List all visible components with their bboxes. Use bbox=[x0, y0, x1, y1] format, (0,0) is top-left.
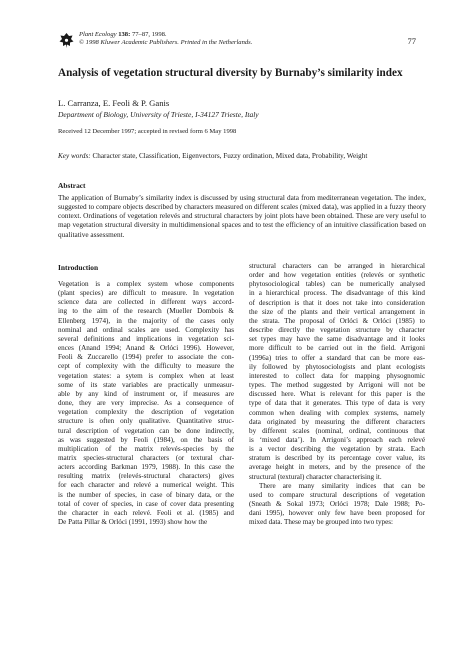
text-line: order and how vegetation entities (relevés or synthetic bbox=[249, 271, 425, 280]
text-line: used to compare structural descriptions of vegetation bbox=[249, 490, 425, 499]
journal-citation bbox=[79, 31, 252, 48]
text-line: by different scales (nominal, ordinal, continuous that bbox=[249, 426, 425, 435]
abstract-text: The application of Burnaby’s similarity index is discussed by using structural data from mediterranean vegetation. The index, suggested to compare objects described by characters measured on different scales (mixed data), was applied in a fuzzy theory context. Ordinations of vegetation relevés and structural characters by joint plots have been obtained. These are very useful to map vegetation structural diversity in multidimensional spaces and to test the efficiency of an intuitive classification based on qualitative assessment. bbox=[58, 194, 426, 239]
text-line: ing to the aim of the research (Mueller Dombois & bbox=[58, 307, 234, 316]
text-line: interested to collect data for mapping physognomic bbox=[249, 371, 425, 380]
text-line: some of its state variables are practically unmeasur- bbox=[58, 380, 234, 389]
text-line: resulting matrix (relevés-structural characters) gives bbox=[58, 472, 234, 481]
text-line: of description is that it does not take into consideration bbox=[249, 298, 425, 307]
text-line: total of cover of species, in case of cover data presenting bbox=[58, 499, 234, 508]
keywords-list: Character state, Classification, Eigenvectors, Fuzzy ordination, Mixed data, Probability, Weight bbox=[90, 152, 368, 160]
text-line: types. The method suggested by Arrigoni will not be bbox=[249, 381, 425, 390]
text-line: average height in meters, and by the presence of the bbox=[249, 463, 425, 472]
text-line: structural characters can be arranged in hierarchical bbox=[249, 262, 425, 270]
text-line: (plant species) are difficult to measure. In vegetation bbox=[58, 289, 234, 298]
text-line: vegetation states: a sytem is complex when at least bbox=[58, 371, 234, 380]
text-line: set types may have the same disadvantage and it looks bbox=[249, 335, 425, 344]
text-line: De Patta Pillar & Orlóci (1991, 1993) show how the bbox=[58, 518, 208, 527]
text-line: describe directly the vegetation structure by character bbox=[249, 326, 425, 335]
text-line: the strata. The proposal of Orlóci & Orlóci (1985) to bbox=[249, 316, 425, 325]
article-authors: L. Carranza, E. Feoli & P. Ganis bbox=[58, 98, 170, 108]
text-line: dani 1995), however only few have been proposed for bbox=[249, 509, 425, 518]
received-dates: Received 12 December 1997; accepted in revised form 6 May 1998 bbox=[58, 128, 237, 135]
text-line: is ‘mixed data’). In Arrigoni’s approach each relevé bbox=[249, 435, 425, 444]
journal-volume: 138: bbox=[118, 31, 131, 38]
text-line: matrix species-structural characters (or textural char- bbox=[58, 453, 234, 462]
text-line: is a vector describing the vegetation by strata. Each bbox=[249, 445, 425, 454]
article-title: Analysis of vegetation structural diversity by Burnaby’s similarity index bbox=[58, 67, 403, 79]
text-line: able by any kind of instrument or, if measures are bbox=[58, 389, 234, 398]
keywords-label: Key words: bbox=[58, 152, 91, 160]
copyright-line: © 1998 Kluwer Academic Publishers. Printed in the Netherlands. bbox=[79, 39, 253, 47]
text-line: nominal and ordinal scales are used. Complexity has bbox=[58, 325, 234, 334]
text-line: type of data that it generates. This type of data is very bbox=[249, 399, 425, 408]
journal-pages-year: 77–87, 1998. bbox=[130, 31, 167, 38]
text-line: phytosociological tables) can be numerically analysed bbox=[249, 280, 425, 289]
abstract-heading: Abstract bbox=[58, 181, 86, 190]
text-line: the character in each relevé. Feoli et al. (1985) and bbox=[58, 508, 234, 517]
text-line: several definitions and implications in vegetation sci- bbox=[58, 334, 234, 343]
text-line: stratum is described by its percentage cover value, its bbox=[249, 454, 425, 463]
text-line: in a hierarchical process. The disadvantage of this kind bbox=[249, 289, 425, 298]
text-line: for each character and relevé a numerical weight. This bbox=[58, 481, 234, 490]
text-line: ences (Anand 1994; Anand & Orlóci 1996). However, bbox=[58, 344, 234, 353]
publisher-logo-icon bbox=[59, 32, 74, 49]
text-line: is the number of species, in case of binary data, or the bbox=[58, 490, 234, 499]
text-line: cept of complexity with the difficulty to measure the bbox=[58, 362, 234, 371]
text-line: vegetation complexity the description of vegetation bbox=[58, 408, 234, 417]
page-number: 77 bbox=[407, 36, 416, 46]
introduction-right-column bbox=[249, 262, 425, 528]
text-line: tural description of vegetation can be done indirectly, bbox=[58, 426, 234, 435]
introduction-heading: Introduction bbox=[58, 263, 99, 272]
text-line: data originated by measuring the different characters bbox=[249, 417, 425, 426]
text-line: done, they are very imprecise. As a consequence of bbox=[58, 399, 234, 408]
author-affiliation: Department of Biology, University of Trieste, I-34127 Trieste, Italy bbox=[58, 110, 259, 119]
text-line: Vegetation is a complex system whose components bbox=[58, 280, 234, 288]
journal-name: Plant Ecology bbox=[79, 31, 117, 38]
text-line: structural (textural) character characterising it. bbox=[249, 472, 382, 481]
text-line: ily followed by phytosociologists and plant ecologists bbox=[249, 362, 425, 371]
text-line: acters according Barkman 1979, 1988). In this case the bbox=[58, 463, 234, 472]
text-line: Ellenberg 1974), in the majority of the cases only bbox=[58, 316, 234, 325]
text-line: Feoli & Zuccarello (1994) prefer to associate the con- bbox=[58, 353, 234, 362]
text-line: (Sneath & Sokal 1973; Orlóci 1978; Dale 1988; Po- bbox=[249, 500, 425, 509]
text-line: as was suggested by Feoli (1984), on the basis of bbox=[58, 435, 234, 444]
text-line: more difficult to be carried out in the field. Arrigoni bbox=[249, 344, 425, 353]
text-line: There are many similarity indices that can be bbox=[259, 481, 425, 490]
text-line: science data are collected in different ways accord- bbox=[58, 298, 234, 307]
text-line: discussed here. What is relevant for this paper is the bbox=[249, 390, 425, 399]
text-line: the size of the plants and their vertical arrangement in bbox=[249, 307, 425, 316]
text-line: mixed data. These may be grouped into two types: bbox=[249, 518, 394, 527]
text-line: structure is often only qualitative. Quantitative struc- bbox=[58, 417, 234, 426]
text-line: multiplication of the matrix relevés-species by the bbox=[58, 444, 234, 453]
text-line: (1996a) tries to offer a standard that can be more eas- bbox=[249, 353, 425, 362]
keywords bbox=[58, 152, 367, 160]
text-line: common when dealing with complex systems, namely bbox=[249, 408, 425, 417]
introduction-left-column bbox=[58, 280, 234, 527]
